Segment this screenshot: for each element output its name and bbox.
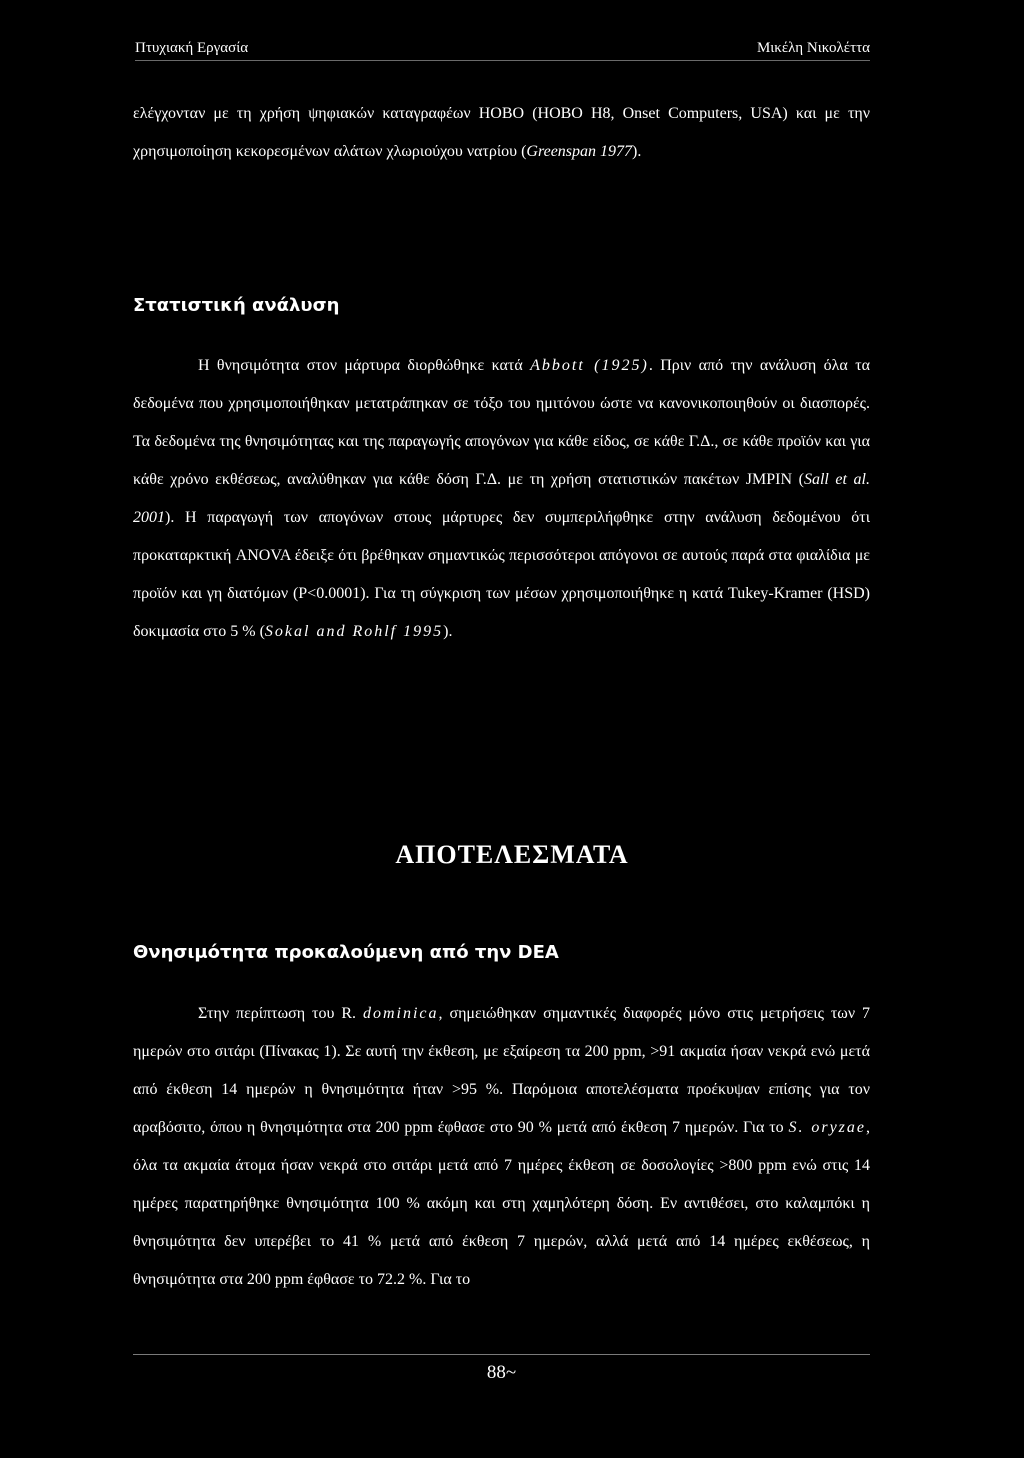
section-heading-statistics: Στατιστική ανάλυση <box>133 295 340 316</box>
species-dominica: dominica <box>362 1005 439 1022</box>
citation-abbott: Abbott (1925) <box>530 357 649 374</box>
results-text: , σημειώθηκαν σημαντικές διαφορές μόνο στις μετρήσεις των 7 ημερών στο σιτάρι (Πίνακας 1). Σε αυτή την έκθεση, με εξαίρεση τα 200 ppm, >91 ακμαία ήσαν νεκρά ενώ μετά από έκθεση 14 ημερών η θνησιμότητα ήταν >95 %. Παρόμοια αποτελέσματα προέκυψαν επίσης για τον αραβόσιτο, όπου η θνησιμότητα στα 200 ppm έφθασε στο 90 % μετά από έκθεση 7 ημερών. Για το <box>133 1005 870 1136</box>
species-oryzae: S. oryzae <box>788 1119 867 1136</box>
page-footer <box>133 1348 870 1398</box>
intro-text-end: ). <box>632 143 642 160</box>
citation-sokal: Sokal and Rohlf 1995 <box>264 623 444 640</box>
statistics-text-end: ). <box>443 623 453 640</box>
footer-rule <box>133 1354 870 1355</box>
header-thesis-label: Πτυχιακή Εργασία <box>135 40 249 56</box>
intro-text: ελέγχονταν με τη χρήση ψηφιακών καταγραφέων HOBO (HOBO H8, Onset Computers, USA) και με την χρησιμοποίηση κεκορεσμένων αλάτων χλωριούχου νατρίου ( <box>133 105 870 160</box>
statistics-text: Η θνησιμότητα στον μάρτυρα διορθώθηκε κατά <box>198 357 531 374</box>
header-author-name: Μικέλη Νικολέττα <box>756 40 870 56</box>
statistics-text: ). Η παραγωγή των απογόνων στους μάρτυρες δεν συμπεριλήφθηκε στην ανάλυση δεδομένου ότι προκαταρκτική ANOVA έδειξε ότι βρέθηκαν σημαντικώς περισσότεροι απόγονοι σε αυτούς παρά στα φιαλίδια με προϊόν και γη διατόμων (P<0.0001). Για τη σύγκριση των μέσων χρησιμοποιήθηκε η κατά Tukey-Kramer (HSD) δοκιμασία στο 5 % ( <box>133 509 870 640</box>
statistics-paragraph <box>133 347 870 651</box>
section-heading-mortality: Θνησιμότητα προκαλούμενη από την DEA <box>133 942 559 963</box>
page-number: 88~ <box>486 1362 517 1383</box>
citation-greenspan: Greenspan 1977 <box>526 143 633 160</box>
header-rule <box>135 60 870 61</box>
chapter-title-results: ΑΠΟΤΕΛΕΣΜΑΤΑ <box>395 840 629 869</box>
citation-sall: Sall et al. 2001 <box>133 471 870 526</box>
statistics-text: . Πριν από την ανάλυση όλα τα δεδομένα που χρησιμοποιήθηκαν μετατράπηκαν σε τόξο του ημιτόνου ώστε να κανονικοποιηθούν οι διασπορές. Τα δεδομένα της θνησιμότητας και της παραγωγής απογόνων για κάθε είδος, σε κάθε Γ.Δ., σε κάθε προϊόν και για κάθε χρόνο εκθέσεως, αναλύθηκαν για κάθε δόση Γ.Δ. με τη χρήση στατιστικών πακέτων JMPIN ( <box>133 357 871 488</box>
results-text: , όλα τα ακμαία άτομα ήσαν νεκρά στο σιτάρι μετά από 7 ημέρες έκθεση σε δοσολογίες >800 ppm ενώ στις 14 ημέρες παρατηρήθηκε θνησιμότητα 100 % ακόμη και στη χαμηλότερη δόση. Εν αντιθέσει, στο καλαμπόκι η θνησιμότητα δεν υπερέβει το 41 % μετά από έκθεση 7 ημερών, αλλά μετά από 14 ημέρες εκθέσεως, η θνησιμότητα στα 200 ppm έφθασε το 72.2 %. Για το <box>133 1119 871 1288</box>
page-header <box>135 40 870 64</box>
intro-paragraph <box>133 95 870 171</box>
results-paragraph <box>133 995 870 1299</box>
results-text: Στην περίπτωση του R. <box>198 1005 363 1022</box>
